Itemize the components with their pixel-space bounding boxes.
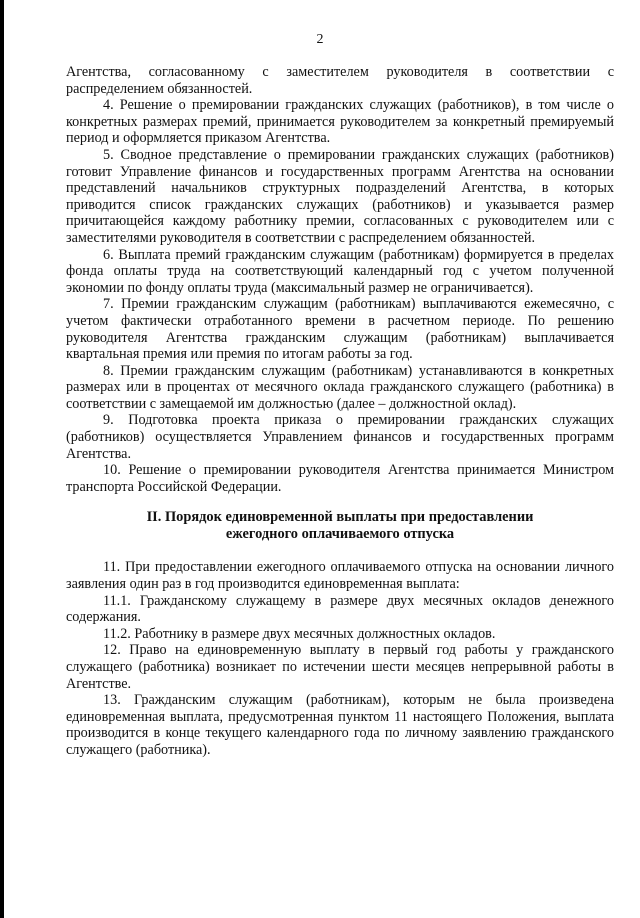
scan-edge-mark bbox=[0, 0, 4, 918]
paragraph-11-2: 11.2. Работнику в размере двух месячных должностных окладов. bbox=[103, 625, 496, 642]
paragraph-5: 5. Сводное представление о премировании гражданских служащих (работников) готовит Управление финансов и государственных программ Агентства на основании представлений начальников структурных подразделений Агентства, в которых приводится список гражданских служащих (работников) и указывается размер причитающейся каждому работнику премии, согласованных с руководителем или с заместителями руководителя в соответствии с распределением обязанностей. bbox=[66, 146, 614, 246]
paragraph-13: 13. Гражданским служащим (работникам), которым не была произведена единовременная выплата, предусмотренная пунктом 11 настоящего Положения, выплата производится в конце текущего календарного года по личному заявлению гражданского служащего (работника). bbox=[66, 692, 614, 758]
page-number: 2 bbox=[316, 32, 324, 47]
paragraph-9: 9. Подготовка проекта приказа о премировании гражданских служащих (работников) осуществляется Управлением финансов и государственных программ Агентства. bbox=[66, 412, 614, 462]
paragraph-4: 4. Решение о премировании гражданских служащих (работников), в том числе о конкретных размерах премий, принимается руководителем за конкретный премируемый период и оформляется приказом Агентства. bbox=[66, 97, 614, 147]
document-body bbox=[66, 64, 614, 759]
paragraph-6: 6. Выплата премий гражданским служащим (работникам) формируется в пределах фонда оплаты труда на соответствующий календарный год с учетом полученной экономии по фонду оплаты труда (максимальный размер не ограничивается). bbox=[66, 246, 614, 296]
paragraph-7: 7. Премии гражданским служащим (работникам) выплачиваются ежемесячно, с учетом фактически отработанного времени в расчетном периоде. По решению руководителя Агентства гражданским служащим (работникам) выплачивается квартальная премия или премия по итогам работы за год. bbox=[66, 296, 614, 363]
paragraph-continuation: Агентства, согласованному с заместителем руководителя в соответствии с распределением обязанностей. bbox=[66, 64, 614, 97]
paragraph-10: 10. Решение о премировании руководителя Агентства принимается Министром транспорта Российской Федерации. bbox=[66, 462, 614, 495]
section-heading-line-2: ежегодного оплачиваемого отпуска bbox=[225, 526, 455, 543]
paragraph-11: 11. При предоставлении ежегодного оплачиваемого отпуска на основании личного заявления один раз в год производится единовременная выплата: bbox=[66, 559, 614, 593]
section-heading bbox=[66, 509, 614, 543]
paragraph-12: 12. Право на единовременную выплату в первый год работы у гражданского служащего (работника) возникает по истечении шести месяцев непрерывной работы в Агентстве. bbox=[66, 642, 614, 692]
paragraph-8: 8. Премии гражданским служащим (работникам) устанавливаются в конкретных размерах или в процентах от месячного оклада гражданского служащего (работника) в соответствии с замещаемой им должностью (далее – должностной оклад). bbox=[66, 362, 614, 412]
section-heading-line-1: II. Порядок единовременной выплаты при предоставлении bbox=[146, 509, 534, 526]
paragraph-11-1: 11.1. Гражданскому служащему в размере двух месячных окладов денежного содержания. bbox=[66, 592, 614, 626]
